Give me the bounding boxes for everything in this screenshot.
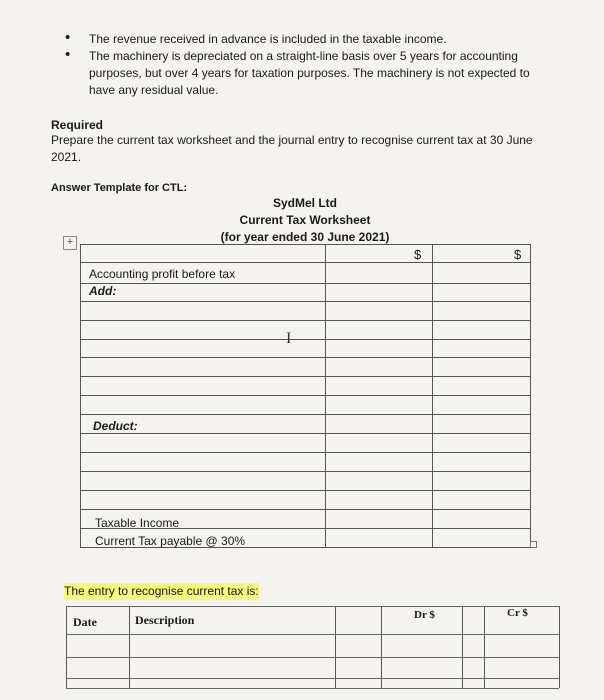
bullet-text: The revenue received in advance is included in the taxable income. [89, 32, 447, 46]
add-label: Add: [89, 284, 117, 298]
required-text-line1: Prepare the current tax worksheet and the journal entry to recognise current tax at 30 June [51, 133, 533, 147]
journal-description-header: Description [135, 613, 195, 627]
journal-dr-header: Dr $ [414, 609, 435, 621]
journal-date-header: Date [73, 615, 97, 629]
current-tax-payable-label: Current Tax payable @ 30% [95, 534, 246, 548]
worksheet-period: (for year ended 30 June 2021) [220, 230, 390, 244]
bullet-dot-icon: • [65, 29, 71, 46]
company-name: SydMel Ltd [272, 196, 337, 210]
col1-dollar-header: $ [414, 247, 422, 262]
journal-cr-header: Cr $ [507, 607, 528, 619]
worksheet-title: Current Tax Worksheet [239, 213, 371, 227]
deduct-label: Deduct: [93, 419, 138, 433]
col2-dollar-header: $ [514, 247, 522, 262]
bullet-machinery [65, 46, 518, 65]
bullet-revenue [65, 29, 447, 48]
table-resize-handle-icon[interactable] [530, 541, 537, 548]
bullet-continued-line: have any residual value. [89, 83, 219, 97]
journal-prompt: The entry to recognise current tax is: [64, 584, 259, 598]
accounting-profit-label: Accounting profit before tax [89, 267, 236, 281]
taxable-income-label: Taxable Income [95, 516, 180, 530]
answer-template-label: Answer Template for CTL: [51, 182, 188, 194]
text-cursor-icon: I [286, 330, 292, 347]
bullet-text: The machinery is depreciated on a straight-line basis over 5 years for accounting [89, 49, 518, 63]
bullet-dot-icon: • [65, 46, 71, 63]
bullet-continued-line: purposes, but over 4 years for taxation purposes. The machinery is not expected to [89, 66, 530, 80]
required-heading: Required [51, 118, 104, 132]
table-move-handle-icon[interactable]: + [63, 236, 77, 250]
required-text-line2: 2021. [51, 150, 82, 164]
